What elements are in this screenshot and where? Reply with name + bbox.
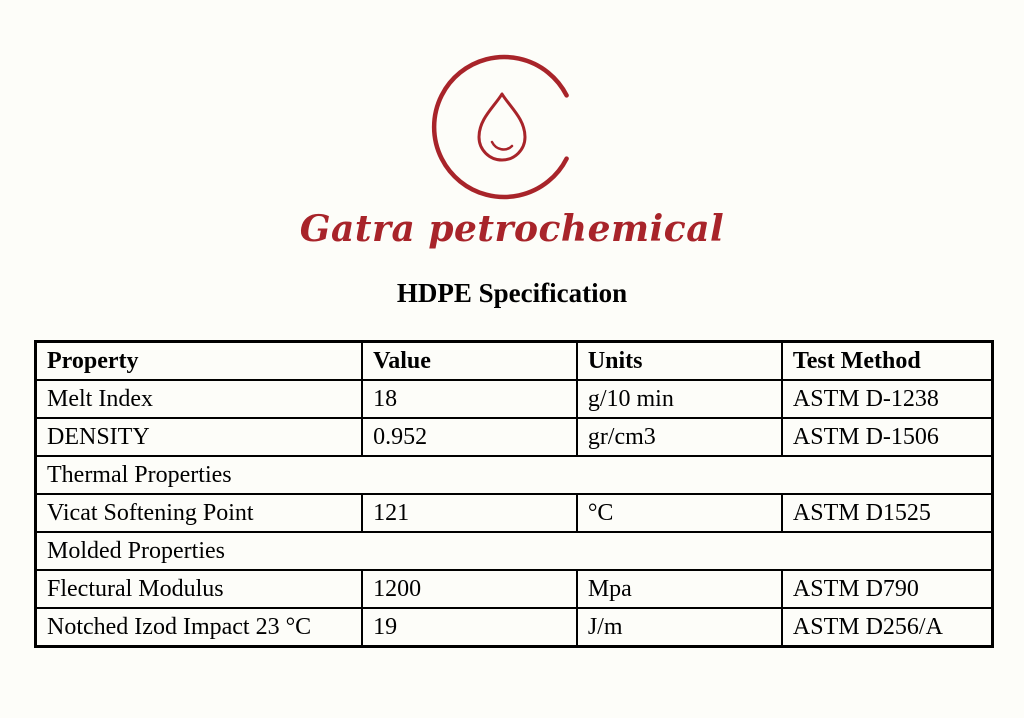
cell-property: Flectural Modulus bbox=[36, 570, 363, 608]
cell-units: Mpa bbox=[577, 570, 782, 608]
table-row bbox=[36, 570, 993, 608]
cell-test-method: ASTM D1525 bbox=[782, 494, 993, 532]
section-label: Molded Properties bbox=[36, 532, 993, 570]
company-logo bbox=[0, 0, 1024, 270]
header-value: Value bbox=[362, 342, 577, 381]
table-row bbox=[36, 418, 993, 456]
drop-highlight bbox=[492, 142, 512, 149]
cell-value: 1200 bbox=[362, 570, 577, 608]
logo-ring bbox=[434, 57, 566, 197]
cell-property: Vicat Softening Point bbox=[36, 494, 363, 532]
header-property: Property bbox=[36, 342, 363, 381]
cell-value: 121 bbox=[362, 494, 577, 532]
table-row bbox=[36, 608, 993, 647]
cell-property: DENSITY bbox=[36, 418, 363, 456]
cell-units: J/m bbox=[577, 608, 782, 647]
table-header-row bbox=[36, 342, 993, 381]
cell-property: Melt Index bbox=[36, 380, 363, 418]
table-row bbox=[36, 494, 993, 532]
cell-property: Notched Izod Impact 23 °C bbox=[36, 608, 363, 647]
specification-table bbox=[34, 340, 994, 648]
cell-value: 19 bbox=[362, 608, 577, 647]
cell-test-method: ASTM D-1506 bbox=[782, 418, 993, 456]
header-units: Units bbox=[577, 342, 782, 381]
cell-test-method: ASTM D790 bbox=[782, 570, 993, 608]
cell-test-method: ASTM D256/A bbox=[782, 608, 993, 647]
section-row bbox=[36, 456, 993, 494]
cell-test-method: ASTM D-1238 bbox=[782, 380, 993, 418]
table-row bbox=[36, 380, 993, 418]
brand-name: Gatra petrochemical bbox=[299, 208, 725, 250]
cell-units: gr/cm3 bbox=[577, 418, 782, 456]
section-row bbox=[36, 532, 993, 570]
cell-value: 0.952 bbox=[362, 418, 577, 456]
section-label: Thermal Properties bbox=[36, 456, 993, 494]
cell-value: 18 bbox=[362, 380, 577, 418]
header-test-method: Test Method bbox=[782, 342, 993, 381]
document-title: HDPE Specification bbox=[396, 278, 628, 308]
cell-units: g/10 min bbox=[577, 380, 782, 418]
cell-units: °C bbox=[577, 494, 782, 532]
